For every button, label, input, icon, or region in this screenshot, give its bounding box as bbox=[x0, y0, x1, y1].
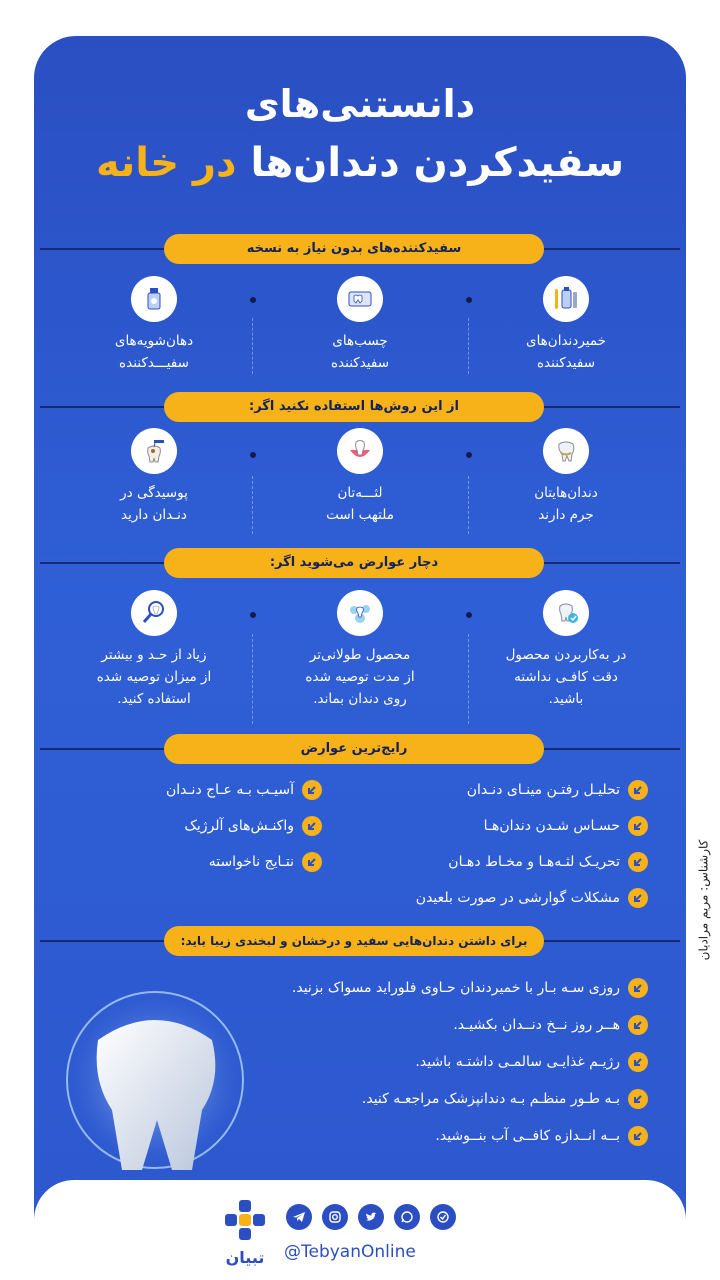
instagram-icon[interactable] bbox=[322, 1204, 348, 1230]
separator-dot bbox=[466, 452, 472, 458]
toothpaste-icon bbox=[543, 276, 589, 322]
arrow-icon bbox=[628, 1052, 648, 1072]
tooth-magnifier-icon bbox=[131, 590, 177, 636]
side-effect-text: واکنـش‌های آلرژیک bbox=[184, 818, 294, 834]
title-accent: در خانه bbox=[95, 140, 237, 186]
section-5-pill: برای داشتن دندان‌هایی سفید و درخشان و لبخندی زیبا باید: bbox=[164, 926, 544, 956]
sensitive-tooth-icon bbox=[543, 590, 589, 636]
tip-text: هــر روز نــخ دنــدان بکشیـد. bbox=[453, 1017, 620, 1033]
section-1-header bbox=[34, 234, 686, 264]
tip-item bbox=[435, 1124, 648, 1148]
arrow-icon bbox=[302, 852, 322, 872]
s2-item-1-text: دندان‌هایتان جرم دارند bbox=[534, 485, 598, 523]
title-line-1: دانستنی‌های bbox=[244, 82, 476, 126]
arrow-icon bbox=[628, 780, 648, 800]
separator-dot bbox=[250, 612, 256, 618]
s1-item-mouthwash bbox=[74, 276, 234, 374]
section-3-pill: دچار عوارض می‌شوید اگر: bbox=[164, 548, 544, 578]
tip-text: بــه انــدازه کافــی آب بنــوشید. bbox=[435, 1128, 620, 1144]
arrow-icon bbox=[628, 888, 648, 908]
tebyan-logo-icon bbox=[223, 1198, 267, 1242]
footer-content bbox=[0, 1180, 720, 1280]
whitening-strip-icon bbox=[337, 276, 383, 322]
side-effect-item bbox=[166, 778, 322, 802]
section-3-header bbox=[34, 548, 686, 578]
side-effect-text: نتـایج ناخواسته bbox=[208, 854, 294, 870]
whatsapp-icon[interactable] bbox=[394, 1204, 420, 1230]
s2-item-decay bbox=[74, 428, 234, 526]
separator-dash bbox=[252, 634, 253, 724]
s1-item-3-text: دهان‌شویه‌های سفیـــدکننده bbox=[114, 333, 194, 371]
tip-text: رژیـم غذایـی سالمـی داشتـه باشید. bbox=[415, 1054, 620, 1070]
s3-item-care bbox=[486, 590, 646, 710]
separator-dot bbox=[250, 452, 256, 458]
s1-item-1-text: خمیردندان‌های سفید‌کننده bbox=[526, 333, 606, 371]
separator-dash bbox=[468, 318, 469, 374]
s3-item-2-text: محصول طولانی‌تر از مدت توصیه شده روی دندان بماند. bbox=[305, 647, 415, 707]
s1-item-toothpaste bbox=[486, 276, 646, 374]
separator-dash bbox=[252, 476, 253, 534]
logo-text: تبیان bbox=[225, 1248, 265, 1267]
twitter-icon[interactable] bbox=[358, 1204, 384, 1230]
side-effect-item bbox=[448, 850, 648, 874]
section-2-pill: از این روش‌ها استفاده نکنید اگر: bbox=[164, 392, 544, 422]
s3-item-3-text: زیاد از حـد و بیشتر از میزان توصیه شده استفاده کنید. bbox=[96, 647, 212, 707]
arrow-icon bbox=[628, 1089, 648, 1109]
side-effect-item bbox=[209, 850, 322, 874]
tip-text: بـه طـور منظـم بـه دندانپزشک مراجعـه کنید. bbox=[361, 1091, 620, 1107]
s2-item-tartar bbox=[486, 428, 646, 526]
section-4-pill: رایج‌ترین عوارض bbox=[164, 734, 544, 764]
separator-dot bbox=[466, 612, 472, 618]
arrow-icon bbox=[302, 816, 322, 836]
separator-dash bbox=[252, 318, 253, 374]
tip-text: روزی سـه بـار با خمیردندان حـاوی فلوراید مسواک بزنید. bbox=[291, 980, 620, 996]
s2-item-gum bbox=[280, 428, 440, 526]
tip-item bbox=[415, 1050, 648, 1074]
glowing-tooth-illustration bbox=[60, 980, 250, 1180]
tip-item bbox=[292, 976, 648, 1000]
side-effect-item bbox=[467, 778, 648, 802]
side-effect-text: تحلیـل رفتـن مینـای دنـدان bbox=[466, 782, 620, 798]
foaming-tooth-icon bbox=[337, 590, 383, 636]
side-effect-text: مشکلات گوارشی در صورت بلعیدن bbox=[415, 890, 620, 906]
side-effect-text: آسیـب بـه عـاج دنـدان bbox=[165, 782, 294, 798]
arrow-icon bbox=[628, 852, 648, 872]
tartar-tooth-icon bbox=[543, 428, 589, 474]
mouthwash-icon bbox=[131, 276, 177, 322]
s3-item-1-text: در به‌کاربردن محصول دقت کافـی نداشته باشید. bbox=[505, 647, 627, 707]
section-4-header bbox=[34, 734, 686, 764]
tebyan-logo[interactable] bbox=[210, 1198, 280, 1270]
s3-item-overuse bbox=[74, 590, 234, 710]
section-1-pill: سفیدکننده‌های بدون نیاز به نسخه bbox=[164, 234, 544, 264]
separator-dot bbox=[466, 297, 472, 303]
arrow-icon bbox=[628, 1015, 648, 1035]
separator-dot bbox=[250, 297, 256, 303]
decay-drill-icon bbox=[131, 428, 177, 474]
separator-dash bbox=[468, 634, 469, 724]
title-line-2 bbox=[34, 140, 686, 186]
social-links bbox=[286, 1204, 456, 1230]
side-effect-text: حسـاس شـدن دندان‌هـا bbox=[483, 818, 620, 834]
side-effect-item bbox=[484, 814, 648, 838]
arrow-icon bbox=[628, 978, 648, 998]
telegram-icon[interactable] bbox=[286, 1204, 312, 1230]
s2-item-3-text: پوسیدگی در دنـدان دارید bbox=[120, 485, 188, 523]
author-credit-text: کارشناس: مریم مرادیان bbox=[695, 839, 710, 961]
section-2-header bbox=[34, 392, 686, 422]
arrow-icon bbox=[302, 780, 322, 800]
s1-item-2-text: چسب‌های سفیدکننده bbox=[330, 333, 390, 371]
arrow-icon bbox=[628, 1126, 648, 1146]
tip-item bbox=[453, 1013, 648, 1037]
s3-item-duration bbox=[280, 590, 440, 710]
side-effect-text: تحریـک لثـه‌هـا و مخـاط دهـان bbox=[448, 854, 620, 870]
social-handle[interactable]: @TebyanOnline bbox=[284, 1242, 416, 1262]
s2-item-2-text: لثـــه‌تان ملتهب است bbox=[326, 485, 394, 523]
side-effect-item bbox=[184, 814, 322, 838]
side-effect-item bbox=[416, 886, 648, 910]
verified-icon[interactable] bbox=[430, 1204, 456, 1230]
title-main: سفیدکردن دندان‌ها bbox=[250, 140, 625, 186]
author-credit bbox=[686, 800, 720, 1000]
inflamed-gum-icon bbox=[337, 428, 383, 474]
separator-dash bbox=[468, 476, 469, 534]
arrow-icon bbox=[628, 816, 648, 836]
tip-item bbox=[362, 1087, 648, 1111]
s1-item-strips bbox=[280, 276, 440, 374]
section-5-header bbox=[34, 926, 686, 956]
